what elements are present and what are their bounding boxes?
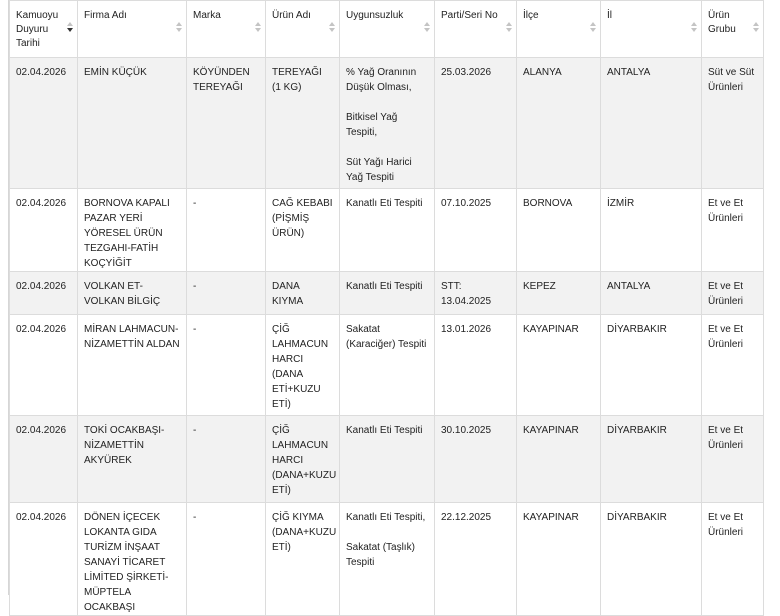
cell-firma: MİRAN LAHMACUN-NİZAMETTİN ALDAN [78, 315, 187, 416]
cell-marka: - [187, 272, 266, 315]
cell-ilce: KAYAPINAR [517, 503, 601, 616]
uygunsuzluk-line: Süt Yağı Harici Yağ Tespiti [346, 157, 412, 183]
cell-ilce: KAYAPINAR [517, 416, 601, 503]
sort-desc-icon[interactable] [66, 22, 73, 34]
cell-marka: KÖYÜNDEN TEREYAĞI [187, 58, 266, 189]
cell-parti: 07.10.2025 [435, 189, 517, 272]
column-header-marka[interactable] [187, 1, 266, 58]
cell-tarih: 02.04.2026 [10, 272, 78, 315]
header-label: Parti/Seri No [441, 10, 498, 21]
cell-grup: Et ve Et Ürünleri [702, 416, 764, 503]
column-header-parti[interactable] [435, 1, 517, 58]
cell-grup: Et ve Et Ürünleri [702, 315, 764, 416]
uygunsuzluk-line: Kanatlı Eti Tespiti, [346, 512, 426, 523]
column-header-ilce[interactable] [517, 1, 601, 58]
cell-ilce: ALANYA [517, 58, 601, 189]
uygunsuzluk-line: Kanatlı Eti Tespiti [346, 281, 423, 292]
cell-firma: BORNOVA KAPALI PAZAR YERİ YÖRESEL ÜRÜN TEZGAHI-FATİH KOÇYİĞİT [78, 189, 187, 272]
uygunsuzluk-line: Sakatat (Karaciğer) Tespiti [346, 324, 427, 350]
sort-icon[interactable] [690, 22, 697, 34]
cell-uygunsuzluk [340, 272, 435, 315]
uygunsuzluk-line: Sakatat (Taşlık) Tespiti [346, 542, 415, 568]
cell-uygunsuzluk [340, 416, 435, 503]
cell-tarih: 02.04.2026 [10, 416, 78, 503]
cell-firma: EMİN KÜÇÜK [78, 58, 187, 189]
uygunsuzluk-line: % Yağ Oranının Düşük Olması, [346, 67, 417, 93]
cell-tarih: 02.04.2026 [10, 58, 78, 189]
table-row [10, 416, 764, 503]
uygunsuzluk-line: Kanatlı Eti Tespiti [346, 198, 423, 209]
cell-parti: 13.01.2026 [435, 315, 517, 416]
cell-uygunsuzluk [340, 58, 435, 189]
column-header-uygunsuzluk[interactable] [340, 1, 435, 58]
column-header-tarih[interactable] [10, 1, 78, 58]
cell-il: ANTALYA [601, 58, 702, 189]
table-row [10, 272, 764, 315]
recall-table-container [8, 0, 763, 613]
sort-icon[interactable] [254, 22, 261, 34]
cell-firma: DÖNEN İÇECEK LOKANTA GIDA TURİZM İNŞAAT SANAYİ TİCARET LİMİTED ŞİRKETİ-MÜPTELA OCAKBAŞI [78, 503, 187, 616]
header-label: Kamuoyu Duyuru Tarihi [16, 10, 59, 49]
table-row [10, 189, 764, 272]
header-label: Firma Adı [84, 10, 127, 21]
cell-marka: - [187, 416, 266, 503]
table-header-row [10, 1, 764, 58]
column-header-il[interactable] [601, 1, 702, 58]
sort-icon[interactable] [752, 22, 759, 34]
table-row [10, 58, 764, 189]
cell-parti: STT: 13.04.2025 [435, 272, 517, 315]
cell-firma: VOLKAN ET-VOLKAN BİLGİÇ [78, 272, 187, 315]
cell-ilce: KEPEZ [517, 272, 601, 315]
sort-icon[interactable] [423, 22, 430, 34]
cell-urun: TEREYAĞI (1 KG) [266, 58, 340, 189]
cell-urun: ÇİĞ LAHMACUN HARCI (DANA+KUZU ETİ) [266, 416, 340, 503]
cell-firma: TOKİ OCAKBAŞI-NİZAMETTİN AKYÜREK [78, 416, 187, 503]
cell-urun: CAĞ KEBABI (PİŞMİŞ ÜRÜN) [266, 189, 340, 272]
sort-icon[interactable] [589, 22, 596, 34]
cell-marka: - [187, 315, 266, 416]
column-header-grup[interactable] [702, 1, 764, 58]
header-label: İl [607, 10, 612, 21]
cell-parti: 22.12.2025 [435, 503, 517, 616]
header-label: Ürün Grubu [708, 10, 736, 35]
cell-uygunsuzluk [340, 503, 435, 616]
cell-ilce: KAYAPINAR [517, 315, 601, 416]
column-header-urun[interactable] [266, 1, 340, 58]
cell-marka: - [187, 189, 266, 272]
cell-grup: Süt ve Süt Ürünleri [702, 58, 764, 189]
cell-urun: ÇİĞ KIYMA (DANA+KUZU ETİ) [266, 503, 340, 616]
cell-tarih: 02.04.2026 [10, 503, 78, 616]
uygunsuzluk-line: Kanatlı Eti Tespiti [346, 425, 423, 436]
cell-tarih: 02.04.2026 [10, 189, 78, 272]
header-label: Ürün Adı [272, 10, 311, 21]
cell-parti: 25.03.2026 [435, 58, 517, 189]
sort-icon[interactable] [328, 22, 335, 34]
cell-il: ANTALYA [601, 272, 702, 315]
header-label: Uygunsuzluk [346, 10, 404, 21]
uygunsuzluk-line: Bitkisel Yağ Tespiti, [346, 112, 398, 138]
cell-grup: Et ve Et Ürünleri [702, 189, 764, 272]
cell-grup: Et ve Et Ürünleri [702, 503, 764, 616]
cell-grup: Et ve Et Ürünleri [702, 272, 764, 315]
column-header-firma[interactable] [78, 1, 187, 58]
cell-il: DİYARBAKIR [601, 315, 702, 416]
cell-parti: 30.10.2025 [435, 416, 517, 503]
table-row [10, 315, 764, 416]
header-label: İlçe [523, 10, 539, 21]
table-row [10, 503, 764, 616]
sort-icon[interactable] [175, 22, 182, 34]
cell-il: DİYARBAKIR [601, 503, 702, 616]
cell-marka: - [187, 503, 266, 616]
cell-urun: ÇİĞ LAHMACUN HARCI (DANA ETİ+KUZU ETİ) [266, 315, 340, 416]
cell-tarih: 02.04.2026 [10, 315, 78, 416]
cell-ilce: BORNOVA [517, 189, 601, 272]
cell-uygunsuzluk [340, 189, 435, 272]
recall-table [9, 0, 764, 616]
cell-il: İZMİR [601, 189, 702, 272]
sort-icon[interactable] [505, 22, 512, 34]
cell-uygunsuzluk [340, 315, 435, 416]
cell-il: DİYARBAKIR [601, 416, 702, 503]
cell-urun: DANA KIYMA [266, 272, 340, 315]
header-label: Marka [193, 10, 221, 21]
